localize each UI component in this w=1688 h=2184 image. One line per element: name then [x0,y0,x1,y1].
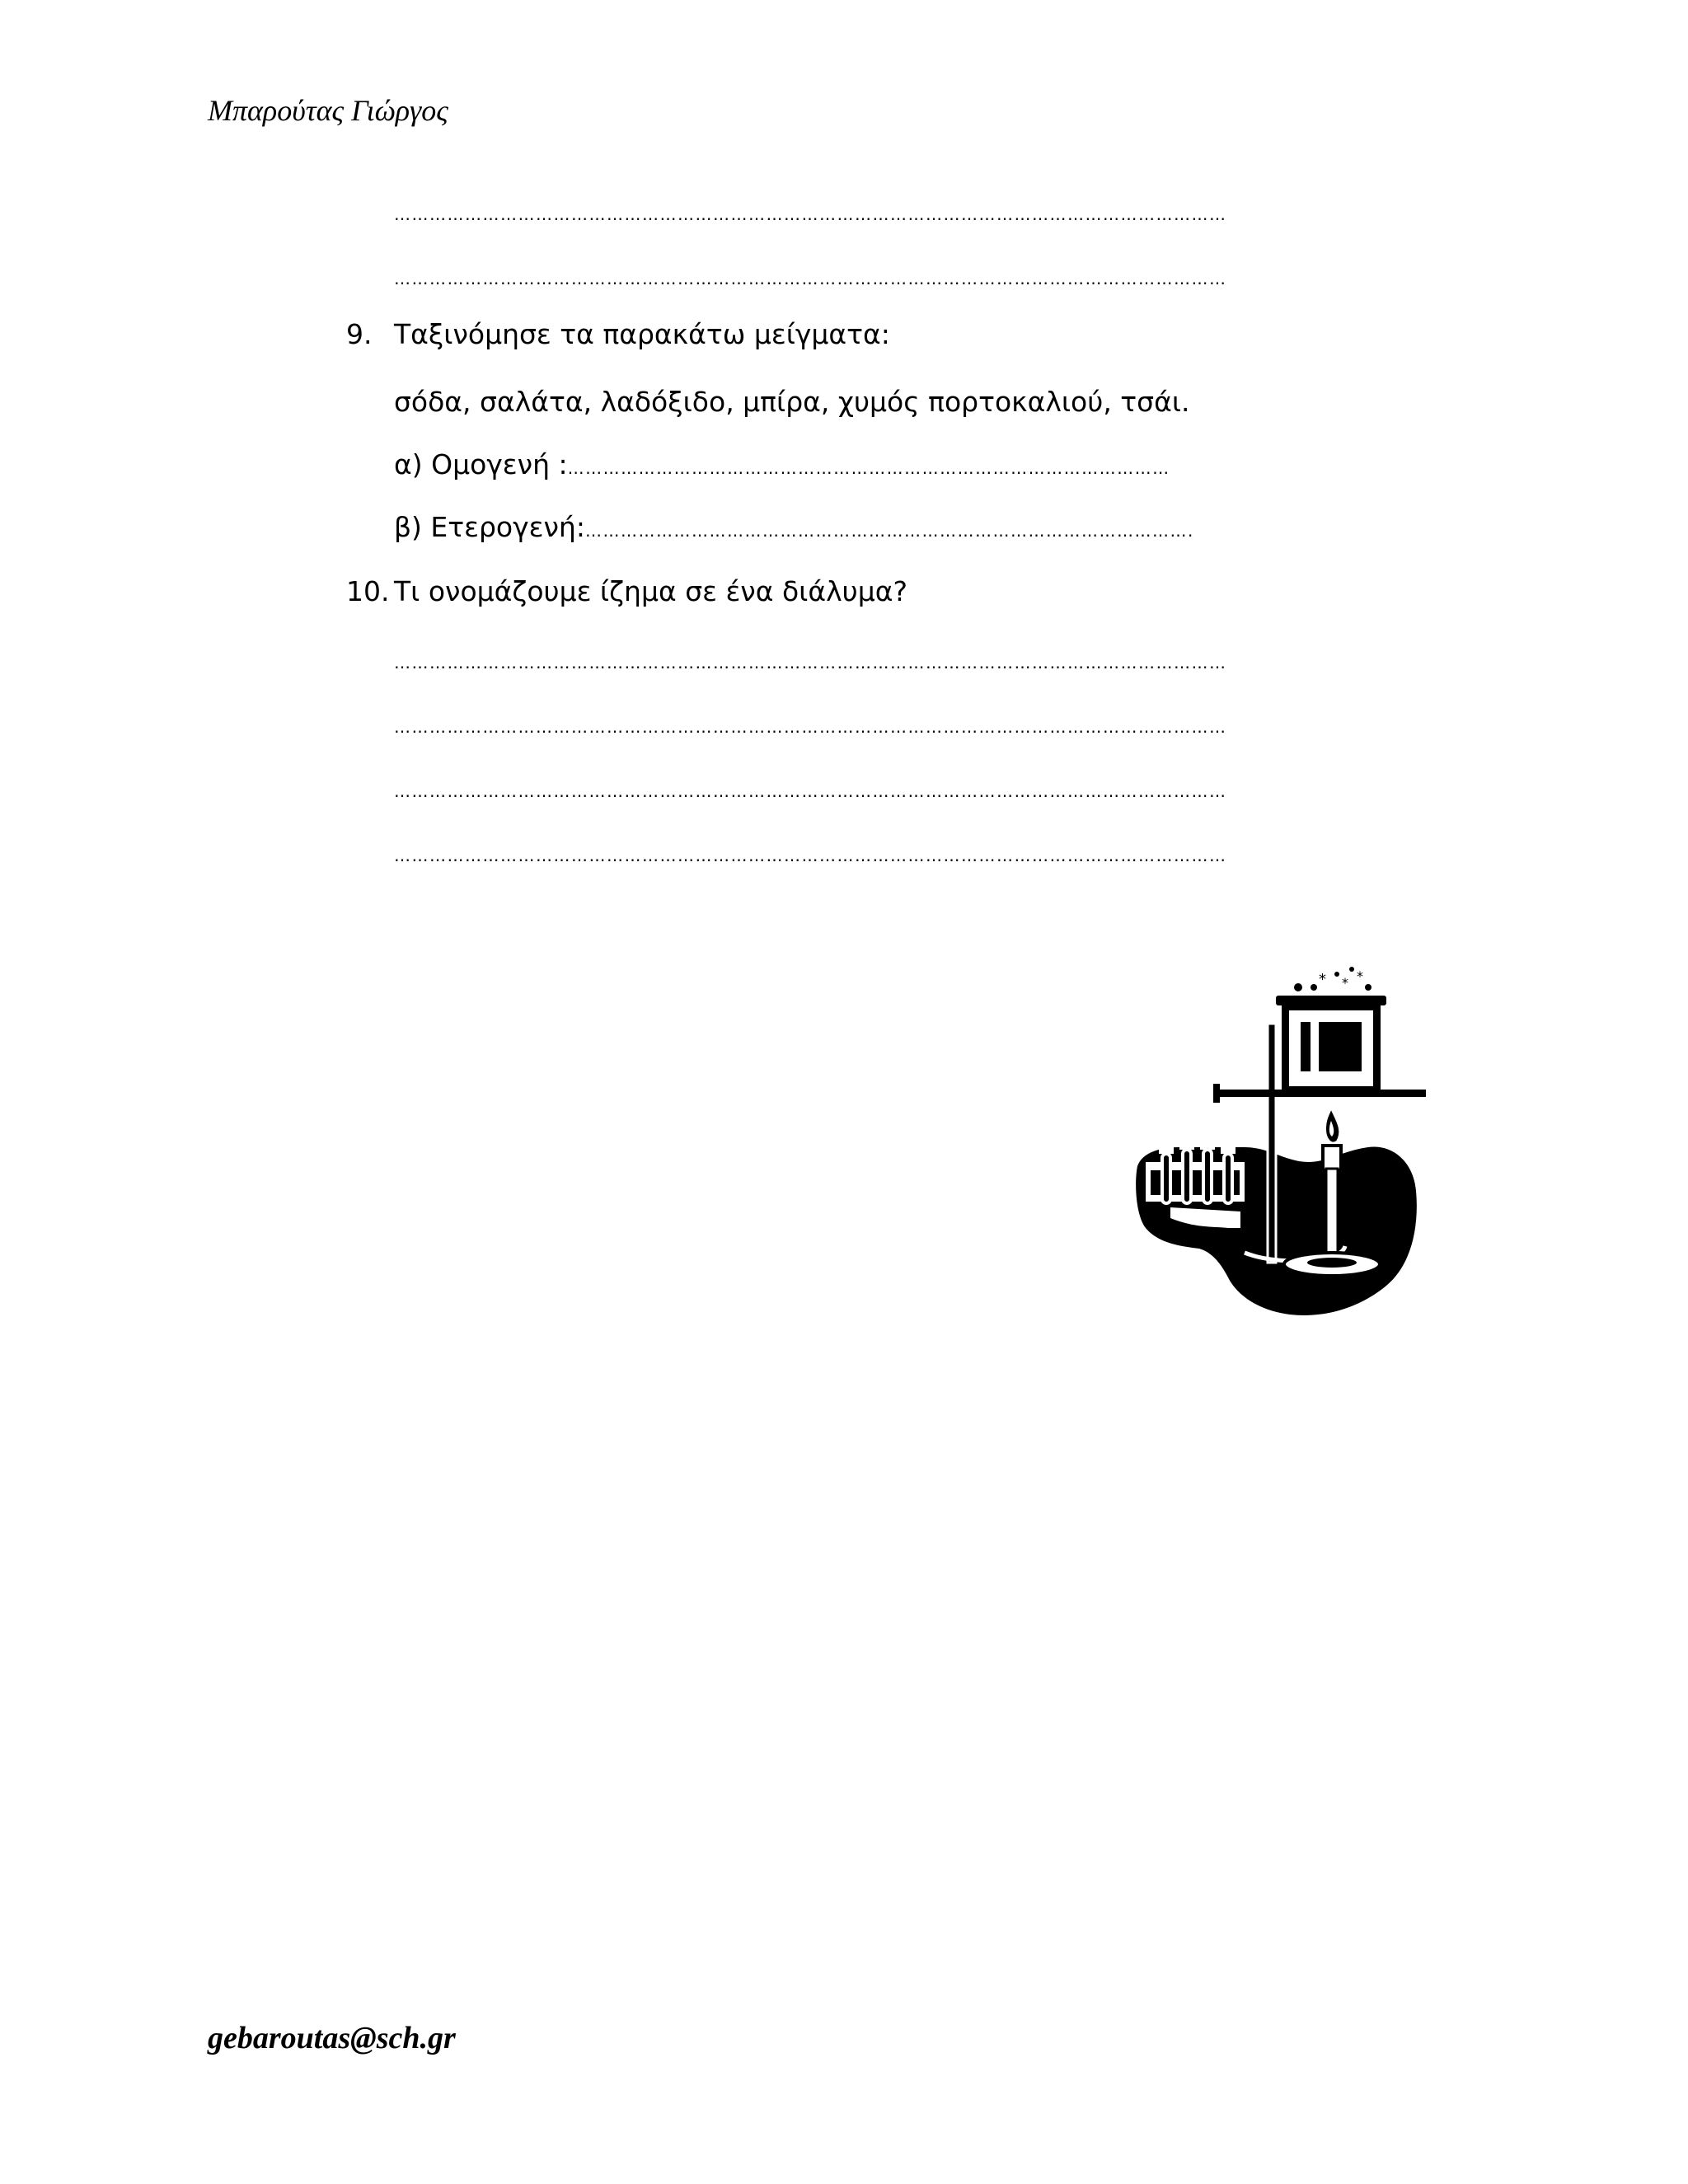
question-10-number: 10. [346,575,390,607]
answer-line: …………………………………………………………………………………………………………………………… [394,717,1227,737]
option-homogeneous [394,447,1330,483]
option-heterogeneous-label: β) Ετερογενή: [394,511,585,543]
answer-line: …………………………………………………………………………………………………………………………… [394,846,1227,865]
question-9-text: Ταξινόμησε τα παρακάτω μείγματα: [394,318,890,350]
question-9-items: σόδα, σαλάτα, λαδόξιδο, μπίρα, χυμός πορτοκαλιού, τσάι. [394,386,1190,418]
answer-line: …………………………………………………………………………………………………………………………… [394,653,1227,673]
option-homogeneous-fill: ………………………………………………………………………………………… [567,458,1170,478]
question-9-number: 9. [346,318,373,350]
option-homogeneous-label: α) Ομογενή : [394,448,568,480]
option-heterogeneous-fill: …………………………………………………………………………………………. [584,521,1194,541]
answer-line: …………………………………………………………………………………………………………………………… [394,204,1227,224]
answer-line: …………………………………………………………………………………………………………………………… [394,269,1227,288]
lab-equipment-illustration [1121,956,1426,1335]
svg-text:*: * [1319,971,1326,988]
svg-text:*: * [1357,968,1363,984]
beaker-icon [1276,967,1386,1092]
footer-email: gebaroutas@sch.gr [208,2021,456,2055]
header-author: Μπαρούτας Γιώργος [208,94,448,127]
option-heterogeneous [394,509,1327,546]
answer-line: …………………………………………………………………………………………………………………………… [394,781,1227,801]
question-10-text: Τι ονομάζουμε ίζημα σε ένα διάλυμα? [394,575,907,607]
svg-text:*: * [1342,975,1348,991]
